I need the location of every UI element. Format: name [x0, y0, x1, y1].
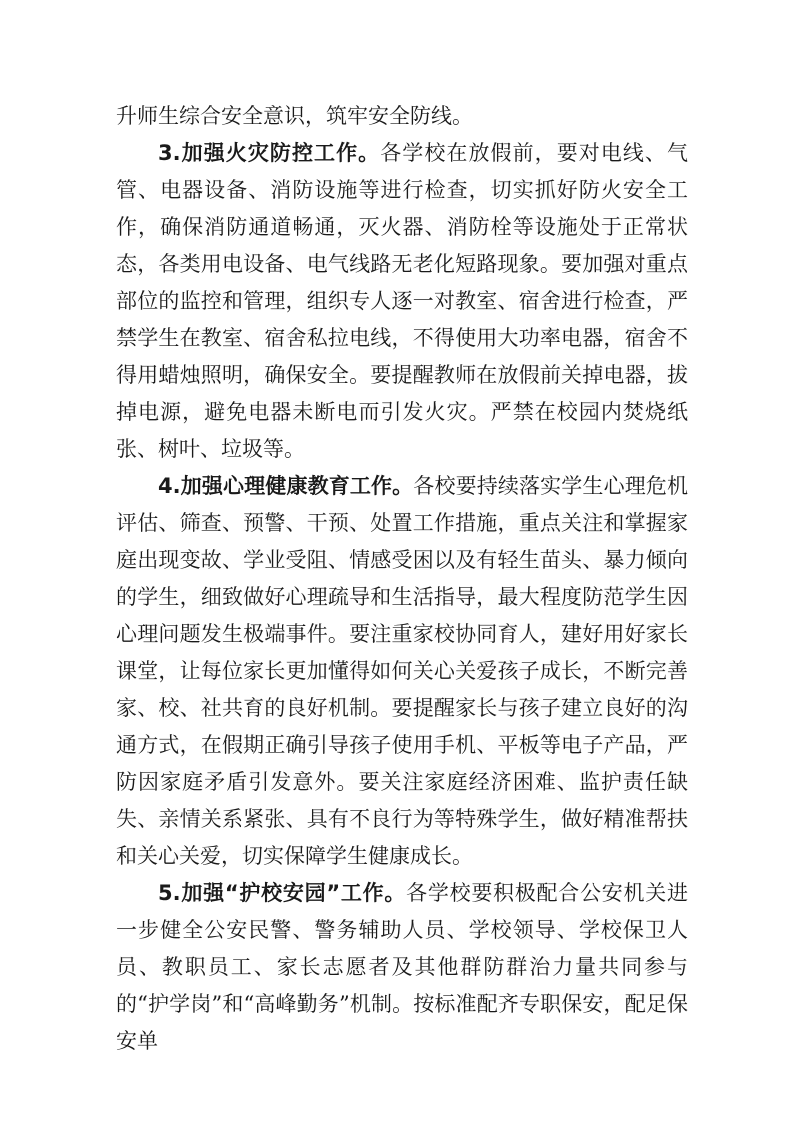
document-body	[116, 98, 688, 1060]
paragraph-fire-prevention	[116, 135, 688, 468]
paragraph-text: 各学校在放假前，要对电线、气管、电器设备、消防设施等进行检查，切实抓好防火安全工作，确保消防通道畅通，灭火器、消防栓等设施处于正常状态，各类用电设备、电气线路无老化短路现象。要加强对重点部位的监控和管理，组织专人逐一对教室、宿舍进行检查，严禁学生在教室、宿舍私拉电线，不得使用大功率电器，宿舍不得用蜡烛照明，确保安全。要提醒教师在放假前关掉电器，拔掉电源，避免电器未断电而引发火灾。严禁在校园内焚烧纸张、树叶、垃圾等。	[116, 141, 688, 461]
section-heading-mental-health: 4.加强心理健康教育工作。	[158, 474, 414, 498]
paragraph-continuation	[116, 98, 688, 135]
section-heading-campus-protection: 5.加强“护校安园”工作。	[158, 881, 407, 905]
section-heading-fire-prevention: 3.加强火灾防控工作。	[158, 141, 381, 165]
paragraph-mental-health	[116, 468, 688, 875]
paragraph-text: 升师生综合安全意识，筑牢安全防线。	[116, 104, 473, 128]
paragraph-campus-protection	[116, 875, 688, 1060]
paragraph-text: 各学校要积极配合公安机关进一步健全公安民警、警务辅助人员、学校领导、学校保卫人员、教职员工、家长志愿者及其他群防群治力量共同参与的“护学岗”和“高峰勤务”机制。按标准配齐专职保安，配足保安单	[116, 881, 688, 1053]
paragraph-text: 各校要持续落实学生心理危机评估、筛查、预警、干预、处置工作措施，重点关注和掌握家庭出现变故、学业受阻、情感受困以及有轻生苗头、暴力倾向的学生，细致做好心理疏导和生活指导，最大程度防范学生因心理问题发生极端事件。要注重家校协同育人，建好用好家长课堂，让每位家长更加懂得如何关心关爱孩子成长，不断完善家、校、社共育的良好机制。要提醒家长与孩子建立良好的沟通方式，在假期正确引导孩子使用手机、平板等电子产品，严防因家庭矛盾引发意外。要关注家庭经济困难、监护责任缺失、亲情关系紧张、具有不良行为等特殊学生，做好精准帮扶和关心关爱，切实保障学生健康成长。	[116, 474, 688, 868]
